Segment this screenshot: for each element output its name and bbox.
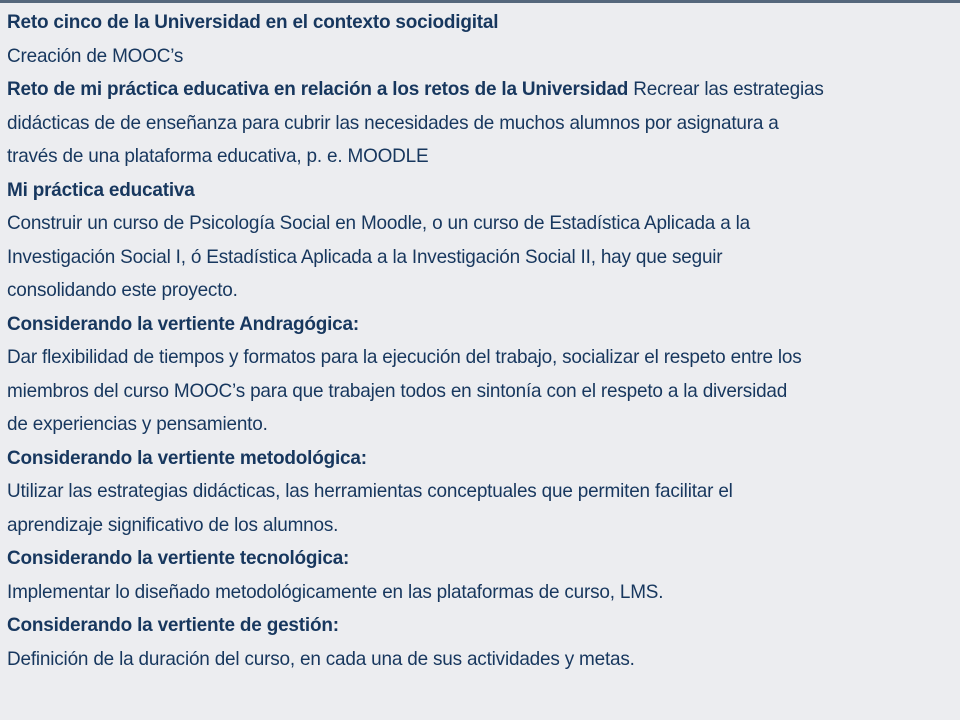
my-practice-heading: Mi práctica educativa [7,179,195,201]
technological-heading: Considerando la vertiente tecnológica: [7,548,350,569]
practice-challenge-text-line-3: través de una plataforma educativa, p. e. MOODLE [7,146,429,167]
practice-challenge-heading: Reto de mi práctica educativa en relación a los retos de la Universidad [7,79,629,100]
technological-text: Implementar lo diseñado metodológicamente en las plataformas de curso, LMS. [7,581,664,603]
andragogic-text-line-3: de experiencias y pensamiento. [7,414,268,435]
management-text: Definición de la duración del curso, en cada una de sus actividades y metas. [7,648,635,670]
methodological-text-line-1: Utilizar las estrategias didácticas, las herramientas conceptuales que permiten facilitar el [7,481,733,502]
challenge-five-heading: Reto cinco de la Universidad en el contexto sociodigital [7,12,499,33]
my-practice-text-line-2: Investigación Social I, ó Estadística Aplicada a la Investigación Social II, hay que seguir [7,246,723,268]
top-divider-line [0,0,960,3]
my-practice-text-line-3: consolidando este proyecto. [7,280,238,301]
andragogic-text-line-1: Dar flexibilidad de tiempos y formatos para la ejecución del trabajo, socializar el respeto entre los [7,347,802,368]
methodological-heading: Considerando la vertiente metodológica: [7,447,367,469]
my-practice-text-line-1: Construir un curso de Psicología Social en Moodle, o un curso de Estadística Aplicada a la [7,213,750,234]
practice-challenge-paragraph [7,73,957,107]
practice-challenge-text-line-2: didácticas de de enseñanza para cubrir las necesidades de muchos alumnos por asignatura a [7,112,779,134]
challenge-five-text: Creación de MOOC’s [7,45,184,67]
slide-body [7,6,957,676]
andragogic-text-line-2: miembros del curso MOOC’s para que trabajen todos en sintonía con el respeto a la diversidad [7,380,788,402]
practice-challenge-text-start: Recrear las estrategias [628,79,824,100]
andragogic-heading: Considerando la vertiente Andragógica: [7,313,359,335]
management-heading: Considerando la vertiente de gestión: [7,615,339,636]
methodological-text-line-2: aprendizaje significativo de los alumnos. [7,514,339,536]
